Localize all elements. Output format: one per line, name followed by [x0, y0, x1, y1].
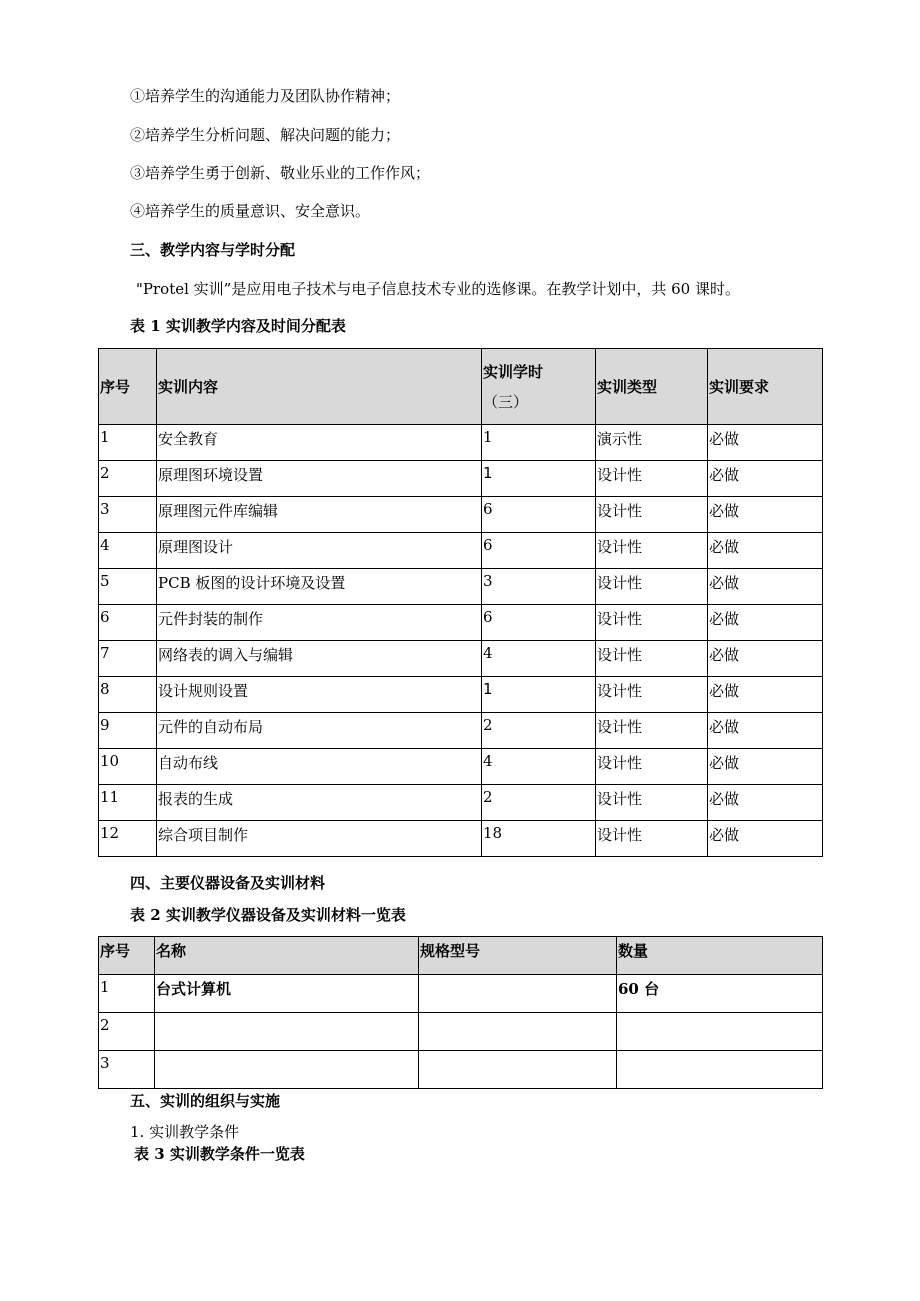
table1-header-hours-line2: （三） [483, 392, 529, 411]
table1-row [99, 821, 823, 857]
table1-header-row [99, 349, 823, 425]
table1-row [99, 641, 823, 677]
table1-cell-type: 设计性 [596, 497, 708, 533]
table2-row [99, 975, 823, 1013]
table1-cell-hours: 18 [482, 821, 596, 857]
table2-cell-qty [617, 1013, 823, 1051]
section3-heading: 三、教学内容与学时分配 [130, 241, 296, 259]
table1-cell-hours: 6 [482, 533, 596, 569]
table2-header-qty: 数量 [617, 937, 823, 975]
table1-cell-req: 必做 [708, 533, 823, 569]
table1-cell-req: 必做 [708, 461, 823, 497]
table1-cell-content: 安全教育 [157, 425, 482, 461]
objective-2: ②培养学生分析问题、解决问题的能力； [130, 126, 401, 144]
table1-cell-seq: 10 [99, 749, 157, 785]
table1-cell-type: 设计性 [596, 821, 708, 857]
table1-cell-seq: 7 [99, 641, 157, 677]
table1-cell-content: 原理图设计 [157, 533, 482, 569]
table2-cell-seq: 3 [99, 1051, 155, 1089]
table1-cell-type: 设计性 [596, 605, 708, 641]
table1-cell-type: 设计性 [596, 569, 708, 605]
table1-cell-seq: 5 [99, 569, 157, 605]
table1-cell-type: 设计性 [596, 713, 708, 749]
table2-cell-seq: 2 [99, 1013, 155, 1051]
table1-cell-type: 设计性 [596, 677, 708, 713]
table2-header-spec: 规格型号 [419, 937, 617, 975]
table1-cell-type: 设计性 [596, 749, 708, 785]
table1-cell-req: 必做 [708, 497, 823, 533]
table1-cell-req: 必做 [708, 713, 823, 749]
table1-cell-type: 设计性 [596, 533, 708, 569]
table1-cell-seq: 9 [99, 713, 157, 749]
table2-cell-qty [617, 1051, 823, 1089]
table1-cell-seq: 6 [99, 605, 157, 641]
table1-cell-seq: 3 [99, 497, 157, 533]
table1-row [99, 425, 823, 461]
section5-heading: 五、实训的组织与实施 [130, 1092, 281, 1110]
table1-row [99, 677, 823, 713]
table1-cell-seq: 8 [99, 677, 157, 713]
table1-row [99, 749, 823, 785]
section3-intro: "Protel 实训”是应用电子技术与电子信息技术专业的选修课。在教学计划中，共 60 课时。 [136, 280, 740, 298]
table1-row [99, 533, 823, 569]
table1-cell-content: 报表的生成 [157, 785, 482, 821]
table1-header-hours-line1: 实训学时 [483, 362, 544, 381]
table1-cell-content: 自动布线 [157, 749, 482, 785]
table1-cell-req: 必做 [708, 425, 823, 461]
table1-cell-type: 设计性 [596, 785, 708, 821]
table2-cell-spec [419, 1013, 617, 1051]
table2-cell-seq: 1 [99, 975, 155, 1013]
table1-cell-content: 设计规则设置 [157, 677, 482, 713]
table1-cell-req: 必做 [708, 749, 823, 785]
table1-header-type: 实训类型 [596, 349, 708, 425]
table1-cell-hours: 2 [482, 785, 596, 821]
table1-cell-content: 原理图环境设置 [157, 461, 482, 497]
table1-cell-req: 必做 [708, 785, 823, 821]
table1-content-hours [98, 348, 823, 857]
objective-3: ③培养学生勇于创新、敬业乐业的工作作风； [130, 164, 431, 182]
table1-header-hours [482, 349, 596, 425]
table2-cell-name: 台式计算机 [155, 975, 419, 1013]
table1-cell-hours: 2 [482, 713, 596, 749]
table1-cell-hours: 4 [482, 749, 596, 785]
table1-cell-req: 必做 [708, 821, 823, 857]
table2-row [99, 1051, 823, 1089]
table2-cell-name [155, 1051, 419, 1089]
section4-heading: 四、主要仪器设备及实训材料 [130, 874, 326, 892]
table1-cell-req: 必做 [708, 677, 823, 713]
table1-cell-seq: 12 [99, 821, 157, 857]
table1-cell-hours: 3 [482, 569, 596, 605]
table1-row [99, 785, 823, 821]
table1-row [99, 497, 823, 533]
table2-cell-name [155, 1013, 419, 1051]
table1-cell-seq: 2 [99, 461, 157, 497]
table2-cell-spec [419, 975, 617, 1013]
table1-cell-seq: 11 [99, 785, 157, 821]
table2-header-row [99, 937, 823, 975]
table1-cell-hours: 6 [482, 605, 596, 641]
table1-cell-hours: 6 [482, 497, 596, 533]
objective-1: ①培养学生的沟通能力及团队协作精神； [130, 87, 401, 105]
table1-cell-type: 演示性 [596, 425, 708, 461]
table1-header-seq: 序号 [99, 349, 157, 425]
table1-cell-hours: 1 [482, 461, 596, 497]
table1-row [99, 569, 823, 605]
table1-cell-req: 必做 [708, 605, 823, 641]
table2-header-name: 名称 [155, 937, 419, 975]
table2-cell-qty: 60 台 [617, 975, 823, 1013]
table1-cell-req: 必做 [708, 569, 823, 605]
table1-cell-content: 元件的自动布局 [157, 713, 482, 749]
table1-row [99, 713, 823, 749]
table1-row [99, 461, 823, 497]
table1-cell-type: 设计性 [596, 641, 708, 677]
table1-cell-content: PCB 板图的设计环境及设置 [157, 569, 482, 605]
table1-cell-content: 元件封装的制作 [157, 605, 482, 641]
table2-cell-spec [419, 1051, 617, 1089]
table1-cell-type: 设计性 [596, 461, 708, 497]
table1-cell-seq: 4 [99, 533, 157, 569]
table1-cell-content: 综合项目制作 [157, 821, 482, 857]
table1-row [99, 605, 823, 641]
table1-cell-req: 必做 [708, 641, 823, 677]
table1-title: 表 1 实训教学内容及时间分配表 [130, 317, 346, 335]
section5-sub1: 1. 实训教学条件 [130, 1123, 240, 1141]
table1-cell-hours: 1 [482, 425, 596, 461]
table1-cell-hours: 1 [482, 677, 596, 713]
table3-title: 表 3 实训教学条件一览表 [134, 1145, 305, 1163]
table2-row [99, 1013, 823, 1051]
table1-cell-content: 原理图元件库编辑 [157, 497, 482, 533]
objective-4: ④培养学生的质量意识、安全意识。 [130, 202, 371, 220]
table2-title: 表 2 实训教学仪器设备及实训材料一览表 [130, 906, 406, 924]
table2-header-seq: 序号 [99, 937, 155, 975]
table1-header-req: 实训要求 [708, 349, 823, 425]
table1-cell-content: 网络表的调入与编辑 [157, 641, 482, 677]
table1-cell-hours: 4 [482, 641, 596, 677]
table1-header-content: 实训内容 [157, 349, 482, 425]
table2-equipment [98, 936, 823, 1089]
table1-cell-seq: 1 [99, 425, 157, 461]
